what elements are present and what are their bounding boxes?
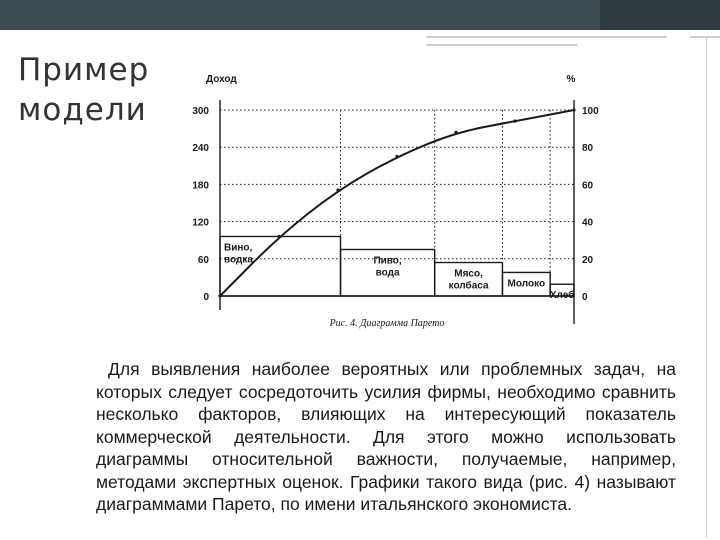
y-tick-label-right: 20 xyxy=(582,254,594,266)
bar-category-label: Мясо, xyxy=(454,268,483,280)
cumulative-point xyxy=(572,108,575,111)
y-tick-label-left: 180 xyxy=(192,180,209,192)
bar-category-label: вода xyxy=(375,267,400,279)
y-tick-label-right: 0 xyxy=(582,292,588,303)
y-tick-label-right: 100 xyxy=(582,106,599,117)
chart-caption: Рис. 4. Диаграмма Парето xyxy=(329,318,445,329)
cumulative-point xyxy=(218,294,221,297)
decorative-line xyxy=(690,36,720,38)
y-tick-label-right: 40 xyxy=(582,217,594,229)
y-tick-label-left: 240 xyxy=(192,143,209,155)
bar-category-label: Вино, xyxy=(224,242,253,254)
slide-title xyxy=(18,50,178,130)
y-tick-label-left: 60 xyxy=(197,254,209,266)
body-text xyxy=(96,358,676,516)
y-tick-label-left: 120 xyxy=(192,217,209,229)
bar-category-label: Молоко xyxy=(507,278,546,290)
slide-title-line-1: Пример xyxy=(18,52,150,88)
bar-category-label: водка xyxy=(224,254,253,266)
pareto-chart xyxy=(190,66,620,336)
bar-category-label: Пиво, xyxy=(373,255,402,267)
decorative-line xyxy=(427,36,667,38)
y-axis-left-label: Доход xyxy=(206,74,237,85)
slide-right-rule xyxy=(706,38,707,538)
cumulative-point xyxy=(336,188,339,191)
cumulative-point xyxy=(277,235,280,238)
cumulative-point xyxy=(454,131,457,134)
cumulative-point xyxy=(395,155,398,158)
y-tick-label-left: 0 xyxy=(203,292,209,303)
slide-title-line-2: модели xyxy=(18,92,147,128)
decorative-line xyxy=(427,44,577,46)
y-axis-right-label: % xyxy=(566,74,576,85)
body-paragraph: Для выявления наиболее вероятных или проблемных задач, на которых следует сосредоточить усилия фирмы, необходимо сравнить несколько факторов, влияющих на интересующий показатель коммерческой деятельности. Для этого можно использовать диаграммы относительной важности, получаемые, например, методами экспертных оценок. Графики такого вида (рис. 4) называют диаграммами Парето, по имени итальянского экономиста. xyxy=(96,359,676,514)
bar-category-label: колбаса xyxy=(448,280,489,292)
y-tick-label-right: 80 xyxy=(582,143,594,155)
y-tick-label-right: 60 xyxy=(582,180,594,192)
slide-top-bar-accent xyxy=(600,0,720,30)
bar-category-label: Хлеб xyxy=(549,290,575,302)
cumulative-point xyxy=(513,120,516,123)
y-tick-label-left: 300 xyxy=(192,106,209,117)
